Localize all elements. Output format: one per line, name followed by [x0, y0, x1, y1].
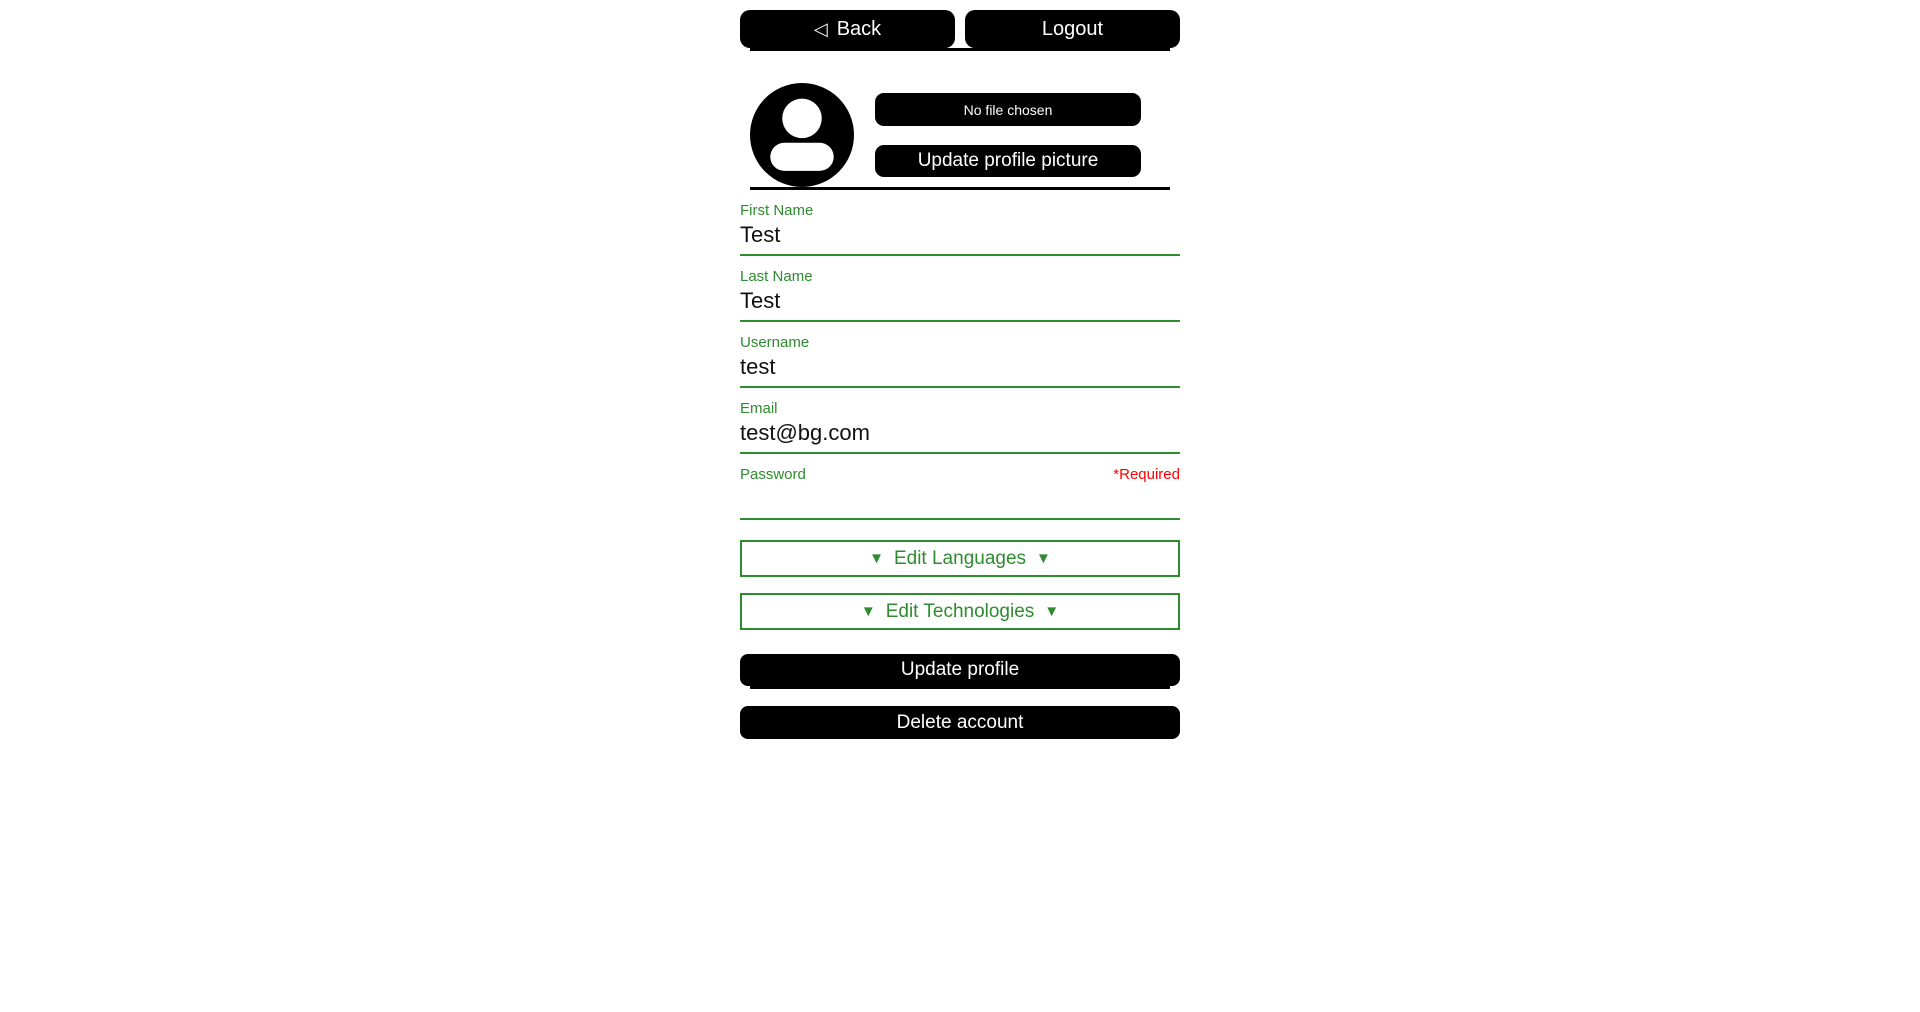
back-arrow-icon: ◁: [813, 19, 828, 39]
edit-languages-label: Edit Languages: [893, 547, 1027, 569]
back-button[interactable]: [740, 10, 955, 48]
logout-button-label: Logout: [1041, 17, 1104, 40]
last-name-input[interactable]: [740, 284, 1180, 320]
chevron-down-icon: ▼: [869, 550, 884, 567]
avatar: [750, 83, 854, 187]
profile-page-column: [740, 0, 1180, 739]
logout-button[interactable]: [965, 10, 1180, 48]
first-name-field: [740, 190, 1180, 256]
edit-technologies-label: Edit Technologies: [885, 600, 1035, 622]
email-input[interactable]: [740, 416, 1180, 452]
username-label: Username: [740, 334, 810, 351]
profile-form: [740, 190, 1180, 686]
username-field: [740, 322, 1180, 388]
chevron-down-icon: ▼: [860, 603, 876, 620]
password-field: [740, 454, 1180, 520]
profile-picture-section: [740, 83, 1180, 187]
delete-account-button[interactable]: [740, 706, 1180, 739]
edit-languages-button[interactable]: [740, 540, 1180, 577]
email-label: Email: [740, 400, 778, 417]
password-required-note: *Required: [1113, 466, 1180, 483]
back-button-label: Back: [836, 17, 882, 40]
update-picture-button[interactable]: [875, 145, 1141, 177]
picture-buttons: [875, 93, 1141, 177]
bottom-divider: [750, 686, 1170, 689]
first-name-input[interactable]: [740, 218, 1180, 254]
update-picture-label: Update profile picture: [917, 150, 1099, 171]
last-name-label: Last Name: [740, 268, 813, 285]
update-profile-label: Update profile: [900, 659, 1020, 680]
file-input-button[interactable]: [875, 93, 1141, 126]
last-name-field: [740, 256, 1180, 322]
top-divider: [750, 48, 1170, 51]
update-profile-button[interactable]: [740, 654, 1180, 686]
username-input[interactable]: [740, 350, 1180, 386]
chevron-down-icon: ▼: [1036, 550, 1051, 567]
person-icon: [750, 83, 854, 187]
password-label: Password: [740, 466, 806, 483]
email-field: [740, 388, 1180, 454]
delete-account-label: Delete account: [896, 711, 1024, 733]
chevron-down-icon: ▼: [1044, 603, 1060, 620]
password-input[interactable]: [740, 482, 1180, 518]
file-input-status: No file chosen: [963, 101, 1053, 118]
header-button-row: [740, 10, 1180, 48]
first-name-label: First Name: [740, 202, 814, 219]
edit-technologies-button[interactable]: [740, 593, 1180, 630]
